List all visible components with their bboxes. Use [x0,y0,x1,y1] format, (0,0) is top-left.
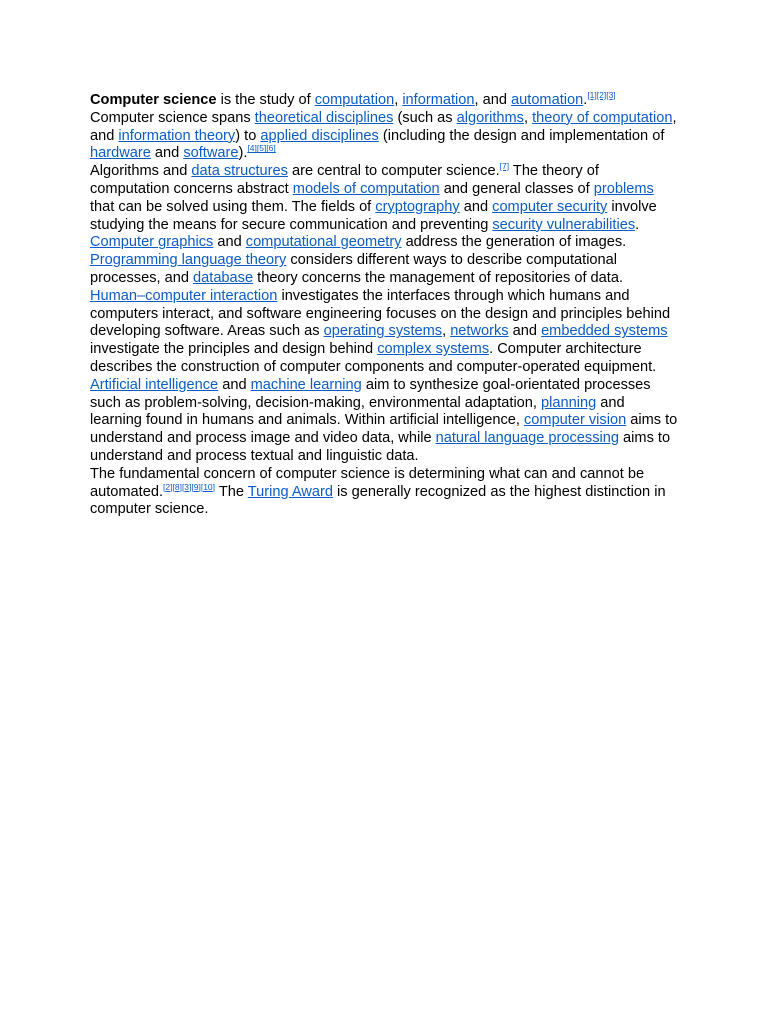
link-theory-of-computation[interactable]: theory of computation [532,109,673,126]
link-complex-systems[interactable]: complex systems [377,341,490,358]
citation-ref [172,482,181,492]
link-computer-graphics[interactable]: Computer graphics [90,234,214,251]
text-run: , [523,109,533,126]
citation-ref [247,143,256,153]
citation-ref [587,90,596,100]
link-machine-learning[interactable]: machine learning [250,376,362,393]
citation-link[interactable]: [5] [256,143,267,154]
paragraph-3 [90,466,680,519]
text-run: , [442,323,451,340]
text-run: and [213,234,246,251]
citation-ref [201,482,215,492]
citation-ref [191,482,200,492]
link-human-computer-interaction[interactable]: Human–computer interaction [90,287,278,304]
link-cryptography[interactable]: cryptography [375,198,460,215]
citation-link[interactable]: [3] [606,90,616,100]
link-theoretical-disciplines[interactable]: theoretical disciplines [254,109,394,126]
link-models-of-computation[interactable]: models of computation [292,180,440,197]
text-run: aims to understand and process textual and linguistic data. [90,430,671,464]
link-database[interactable]: database [193,269,254,286]
citation-ref [257,143,266,153]
text-run: theory concerns the management of repositories of data. [253,269,624,286]
citation-ref [266,143,275,153]
citation-ref [597,90,606,100]
text-run: . Computer architecture describes the construction of computer components and computer-operated equipment. [90,341,657,375]
text-run: The fundamental concern of computer science is determining what can and cannot be automated. [90,465,645,500]
citation-link[interactable]: [4] [247,143,257,154]
paragraph-2 [90,163,680,466]
link-applied-disciplines[interactable]: applied disciplines [260,127,379,144]
article-body [90,92,680,519]
citation-link[interactable]: [8] [172,481,182,492]
link-natural-language-processing[interactable]: natural language processing [435,430,619,447]
link-computer-vision[interactable]: computer vision [524,412,627,429]
citation-link[interactable]: [10] [200,481,216,492]
link-computation[interactable]: computation [314,92,395,108]
link-problems[interactable]: problems [593,180,654,197]
link-hardware[interactable]: hardware [90,145,151,162]
text-run: and [150,145,184,162]
link-security-vulnerabilities[interactable]: security vulnerabilities [492,216,636,233]
citation-link[interactable]: [2] [163,481,173,492]
link-algorithms[interactable]: algorithms [456,109,524,126]
text-run: and learning found in humans and animals. Within artificial intelligence, [90,394,625,429]
text-run: , [394,92,403,108]
link-programming-language-theory[interactable]: Programming language theory [90,252,287,269]
link-networks[interactable]: networks [450,323,509,340]
text-run: , and [90,109,677,144]
text-run: address the generation of images. [401,234,627,251]
text-run: , and [474,92,512,108]
link-embedded-systems[interactable]: embedded systems [541,323,668,340]
text-run: (including the design and implementation of [378,127,665,144]
text-run: and [459,198,493,215]
text-run: The theory of computation concerns abstract [90,163,599,197]
link-software[interactable]: software [183,145,239,162]
text-run: are central to computer science. [287,163,500,180]
term-title: Computer science [90,92,217,108]
text-run: investigate the principles and design behind [90,341,378,358]
citation-link[interactable]: [6] [266,143,276,154]
link-automation[interactable]: automation [511,92,584,108]
text-run: Algorithms and [90,163,192,180]
text-run: The [215,483,248,500]
text-run: investigates the interfaces through which humans and computers interact, and software engineering focuses on the design and principles behind developing software. Areas such as [90,287,671,340]
citation-link[interactable]: [9] [191,481,201,492]
link-turing-award[interactable]: Turing Award [247,483,333,500]
citation-link[interactable]: [3] [181,481,192,492]
text-run: ) to [235,127,261,144]
text-run: that can be solved using them. The fields of [90,198,376,215]
citation-link[interactable]: [2] [596,90,607,100]
citation-ref [182,482,191,492]
text-run: and [218,376,251,393]
text-run: and general classes of [439,180,594,197]
text-run: and [508,323,542,340]
text-run: considers different ways to describe computational processes, and [90,252,618,286]
text-run: Computer science spans [90,109,255,126]
citation-ref [606,90,615,100]
link-data-structures[interactable]: data structures [191,163,288,180]
text-run: . [583,92,588,108]
link-artificial-intelligence[interactable]: Artificial intelligence [90,376,219,393]
citation-link[interactable]: [7] [499,161,510,172]
link-computational-geometry[interactable]: computational geometry [245,234,402,251]
link-information[interactable]: information [402,92,475,108]
link-information-theory[interactable]: information theory [118,127,236,144]
text-run: aim to synthesize goal-orientated processes such as problem-solving, decision-making, environmental adaptation, [90,376,651,411]
text-run: (such as [393,109,457,126]
link-operating-systems[interactable]: operating systems [323,323,443,340]
text-run: . [635,216,640,233]
text-run: aims to understand and process image and video data, while [90,412,678,447]
text-run: is generally recognized as the highest distinction in computer science. [90,483,666,518]
paragraph-1 [90,92,680,163]
citation-link[interactable]: [1] [587,90,597,100]
text-run: involve studying the means for secure communication and preventing [90,198,657,233]
text-run: is the study of [216,92,315,108]
text-run: ). [238,145,248,162]
link-computer-security[interactable]: computer security [492,198,608,215]
citation-ref [500,161,509,171]
link-planning[interactable]: planning [541,394,597,411]
